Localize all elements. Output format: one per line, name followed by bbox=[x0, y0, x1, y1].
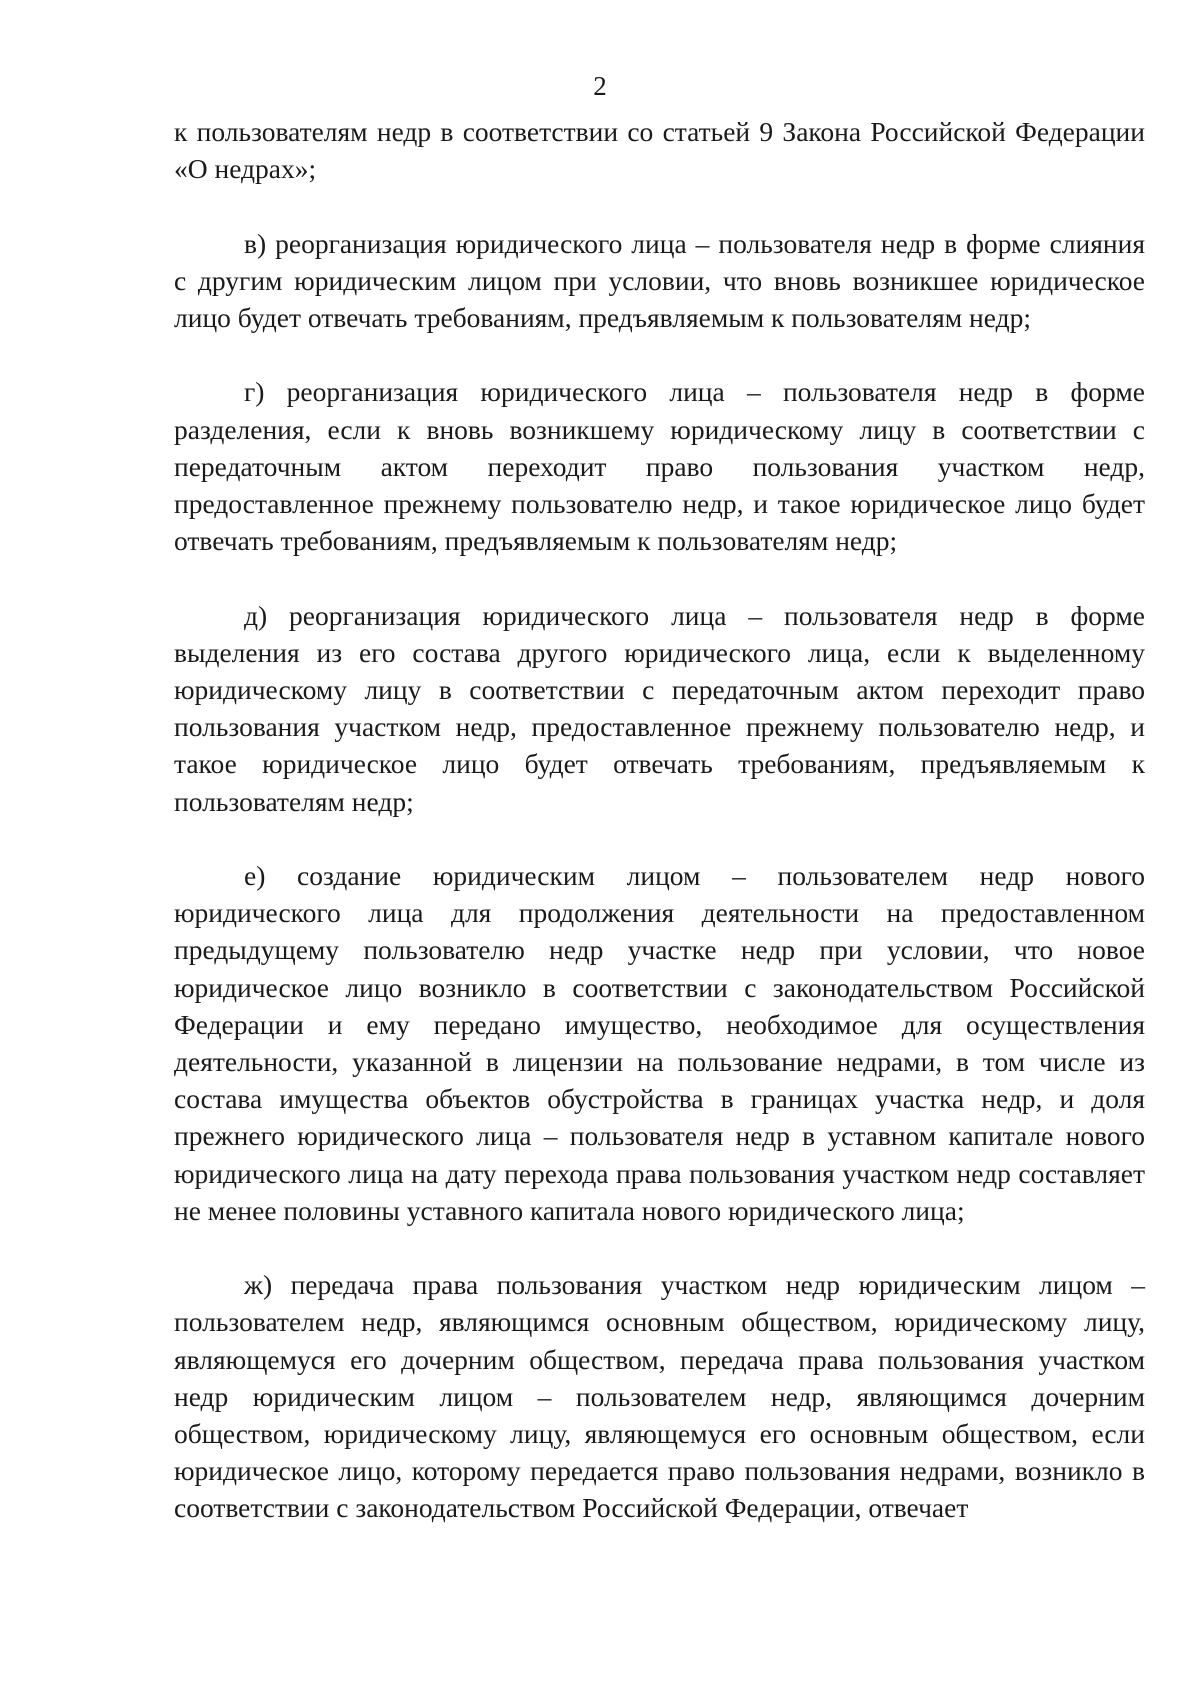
paragraph-continuation: к пользователям недр в соответствии со статьей 9 Закона Российской Федерации «О недрах»; bbox=[174, 116, 1145, 185]
paragraph-item-d: д) реорганизация юридического лица – пользователя недр в форме выделения из его состава другого юридического лица, если к выделенному юридическому лицу в соответствии с передаточным актом переходит право пользования участком недр, предоставленное прежнему пользователю недр, и такое юридическое лицо будет отвечать требованиям, предъявляемым к пользователям недр; bbox=[174, 599, 1145, 817]
paragraph-item-v: в) реорганизация юридического лица – пользователя недр в форме слияния с другим юридическим лицом при условии, что вновь возникшее юридическое лицо будет отвечать требованиям, предъявляемым к пользователям недр; bbox=[174, 227, 1145, 333]
paragraph-item-e: е) создание юридическим лицом – пользователем недр нового юридического лица для продолжения деятельности на предоставленном предыдущему пользователю недр участке недр при условии, что новое юридическое лицо возникло в соответствии с законодательством Российской Федерации и ему передано имущество, необходимое для осуществления деятельности, указанной в лицензии на пользование недрами, в том числе из состава имущества объектов обустройства в границах участка недр, и доля прежнего юридического лица – пользователя недр в уставном капитале нового юридического лица на дату перехода права пользования участком недр составляет не менее половины уставного капитала нового юридического лица; bbox=[174, 860, 1145, 1226]
document-body bbox=[174, 113, 1145, 1527]
paragraph-item-g: г) реорганизация юридического лица – пользователя недр в форме разделения, если к вновь возникшему юридическому лицу в соответствии с передаточным актом переходит право пользования участком недр, предоставленное прежнему пользователю недр, и такое юридическое лицо будет отвечать требованиям, предъявляемым к пользователям недр; bbox=[174, 376, 1145, 557]
paragraph-item-zh: ж) передача права пользования участком недр юридическим лицом – пользователем недр, являющимся основным обществом, юридическому лицу, являющемуся его дочерним обществом, передача права пользования участком недр юридическим лицом – пользователем недр, являющимся дочерним обществом, юридическому лицу, являющемуся его основным обществом, если юридическое лицо, которому передается право пользования недрами, возникло в соответствии с законодательством Российской Федерации, отвечает bbox=[174, 1269, 1145, 1524]
page-number: 2 bbox=[593, 71, 607, 101]
